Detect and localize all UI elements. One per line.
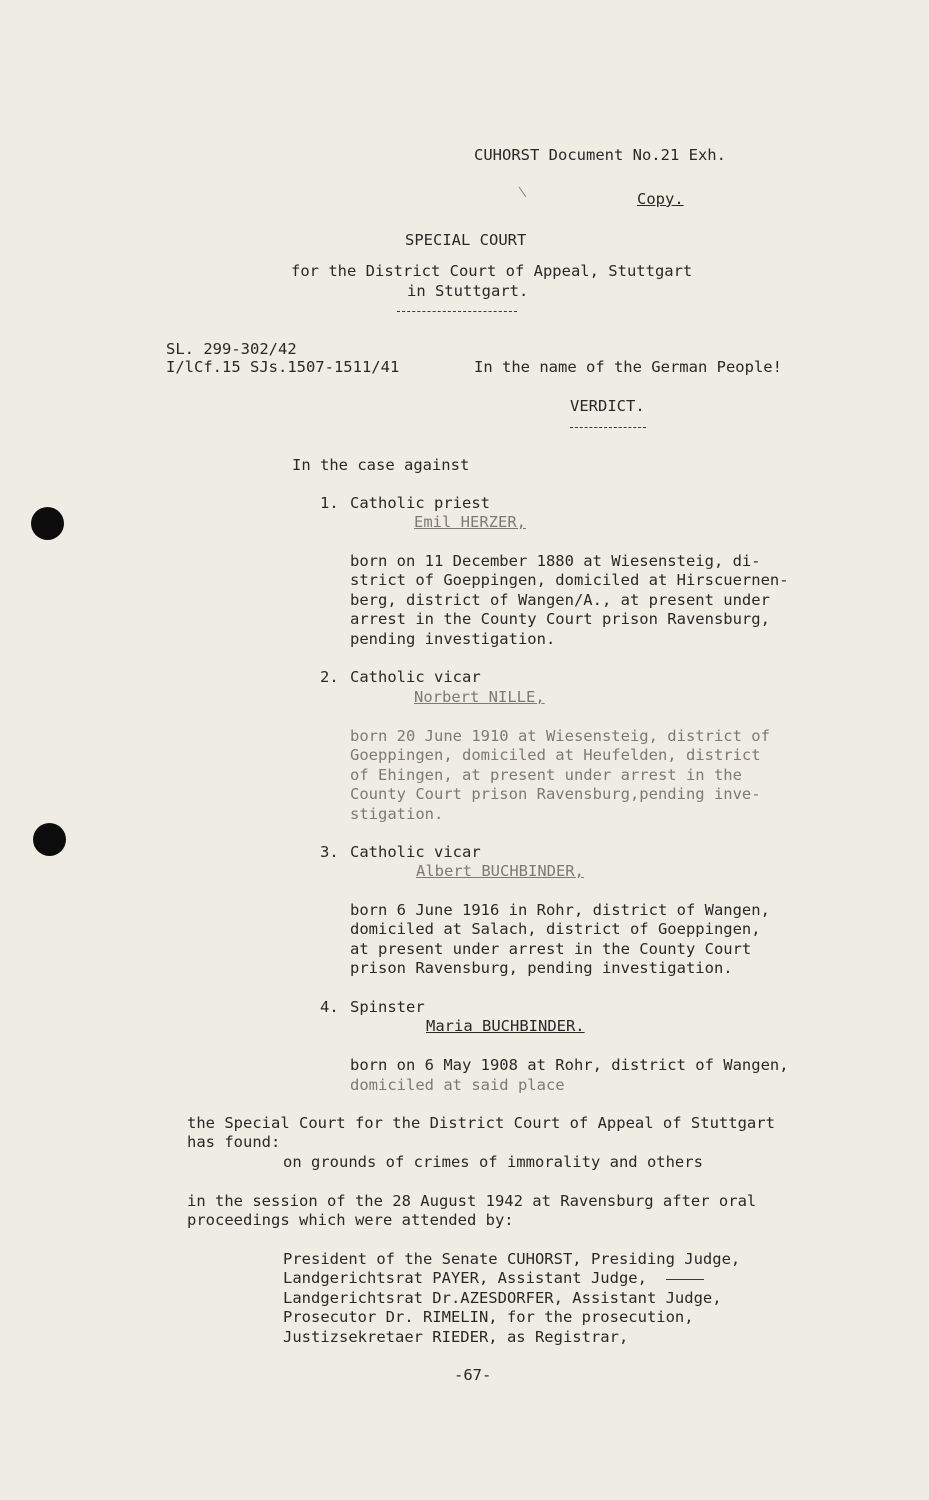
defendant-4-title: Spinster xyxy=(350,998,425,1016)
defendant-2-title: Catholic vicar xyxy=(350,668,481,686)
court-rule xyxy=(397,311,517,312)
defendant-1-detail: arrest in the County Court prison Ravensburg, xyxy=(350,610,770,628)
defendant-2-detail: born 20 June 1910 at Wiesensteig, district of xyxy=(350,727,770,745)
defendant-1-detail: pending investigation. xyxy=(350,630,556,648)
defendant-2-detail: County Court prison Ravensburg,pending inve- xyxy=(350,785,761,803)
defendant-1-detail: berg, district of Wangen/A., at present under xyxy=(350,591,770,609)
court-line-1: for the District Court of Appeal, Stuttgart xyxy=(291,262,693,280)
verdict-rule xyxy=(570,427,646,428)
defendant-2-detail: stigation. xyxy=(350,805,444,823)
attendee-line: Justizsekretaer RIEDER, as Registrar, xyxy=(283,1328,629,1346)
defendant-1-number: 1. xyxy=(320,494,339,512)
finding-grounds: on grounds of crimes of immorality and others xyxy=(283,1153,703,1171)
attendee-line: Landgerichtsrat PAYER, Assistant Judge, xyxy=(283,1269,647,1287)
copy-label: Copy. xyxy=(637,190,684,208)
defendant-2-number: 2. xyxy=(320,668,339,686)
defendant-4-name: Maria BUCHBINDER. xyxy=(426,1017,585,1035)
document-reference: CUHORST Document No.21 Exh. xyxy=(474,146,726,164)
defendant-4-detail: domiciled at said place xyxy=(350,1076,565,1094)
case-ref-2: I/lCf.15 SJs.1507-1511/41 xyxy=(166,358,400,376)
case-ref-1: SL. 299-302/42 xyxy=(166,340,297,358)
defendant-3-detail: prison Ravensburg, pending investigation. xyxy=(350,959,733,977)
defendant-4-detail: born on 6 May 1908 at Rohr, district of Wangen, xyxy=(350,1056,789,1074)
stray-mark xyxy=(519,187,527,197)
finding-line-2: has found: xyxy=(187,1133,281,1151)
page-number: -67- xyxy=(454,1366,492,1384)
defendant-3-detail: born 6 June 1916 in Rohr, district of Wangen, xyxy=(350,901,770,919)
defendant-3-number: 3. xyxy=(320,843,339,861)
court-title: SPECIAL COURT xyxy=(405,231,527,249)
defendant-1-detail: born on 11 December 1880 at Wiesensteig, di- xyxy=(350,552,761,570)
defendant-2-detail: Goeppingen, domiciled at Heufelden, district xyxy=(350,746,761,764)
defendant-1-detail: strict of Goeppingen, domiciled at Hirscuernen- xyxy=(350,571,789,589)
attendee-line: Landgerichtsrat Dr.AZESDORFER, Assistant Judge, xyxy=(283,1289,722,1307)
defendant-1-name: Emil HERZER, xyxy=(414,513,526,531)
invocation: In the name of the German People! xyxy=(474,358,782,376)
session-line-1: in the session of the 28 August 1942 at Ravensburg after oral xyxy=(187,1192,757,1210)
defendant-1-title: Catholic priest xyxy=(350,494,490,512)
attendee-line: President of the Senate CUHORST, Presiding Judge, xyxy=(283,1250,741,1268)
court-line-2: in Stuttgart. xyxy=(407,282,529,300)
defendant-2-detail: of Ehingen, at present under arrest in the xyxy=(350,766,742,784)
defendant-3-title: Catholic vicar xyxy=(350,843,481,861)
punch-hole-bottom xyxy=(33,823,66,856)
attendee-line: Prosecutor Dr. RIMELIN, for the prosecution, xyxy=(283,1308,694,1326)
defendant-3-name: Albert BUCHBINDER, xyxy=(416,862,584,880)
stray-dash xyxy=(666,1279,704,1280)
session-line-2: proceedings which were attended by: xyxy=(187,1211,514,1229)
defendant-2-name: Norbert NILLE, xyxy=(414,688,545,706)
punch-hole-top xyxy=(31,507,64,540)
finding-line-1: the Special Court for the District Court of Appeal of Stuttgart xyxy=(187,1114,775,1132)
defendant-4-number: 4. xyxy=(320,998,339,1016)
defendant-3-detail: domiciled at Salach, district of Goeppingen, xyxy=(350,920,761,938)
case-intro: In the case against xyxy=(292,456,470,474)
defendant-3-detail: at present under arrest in the County Court xyxy=(350,940,752,958)
verdict-title: VERDICT. xyxy=(570,397,645,415)
